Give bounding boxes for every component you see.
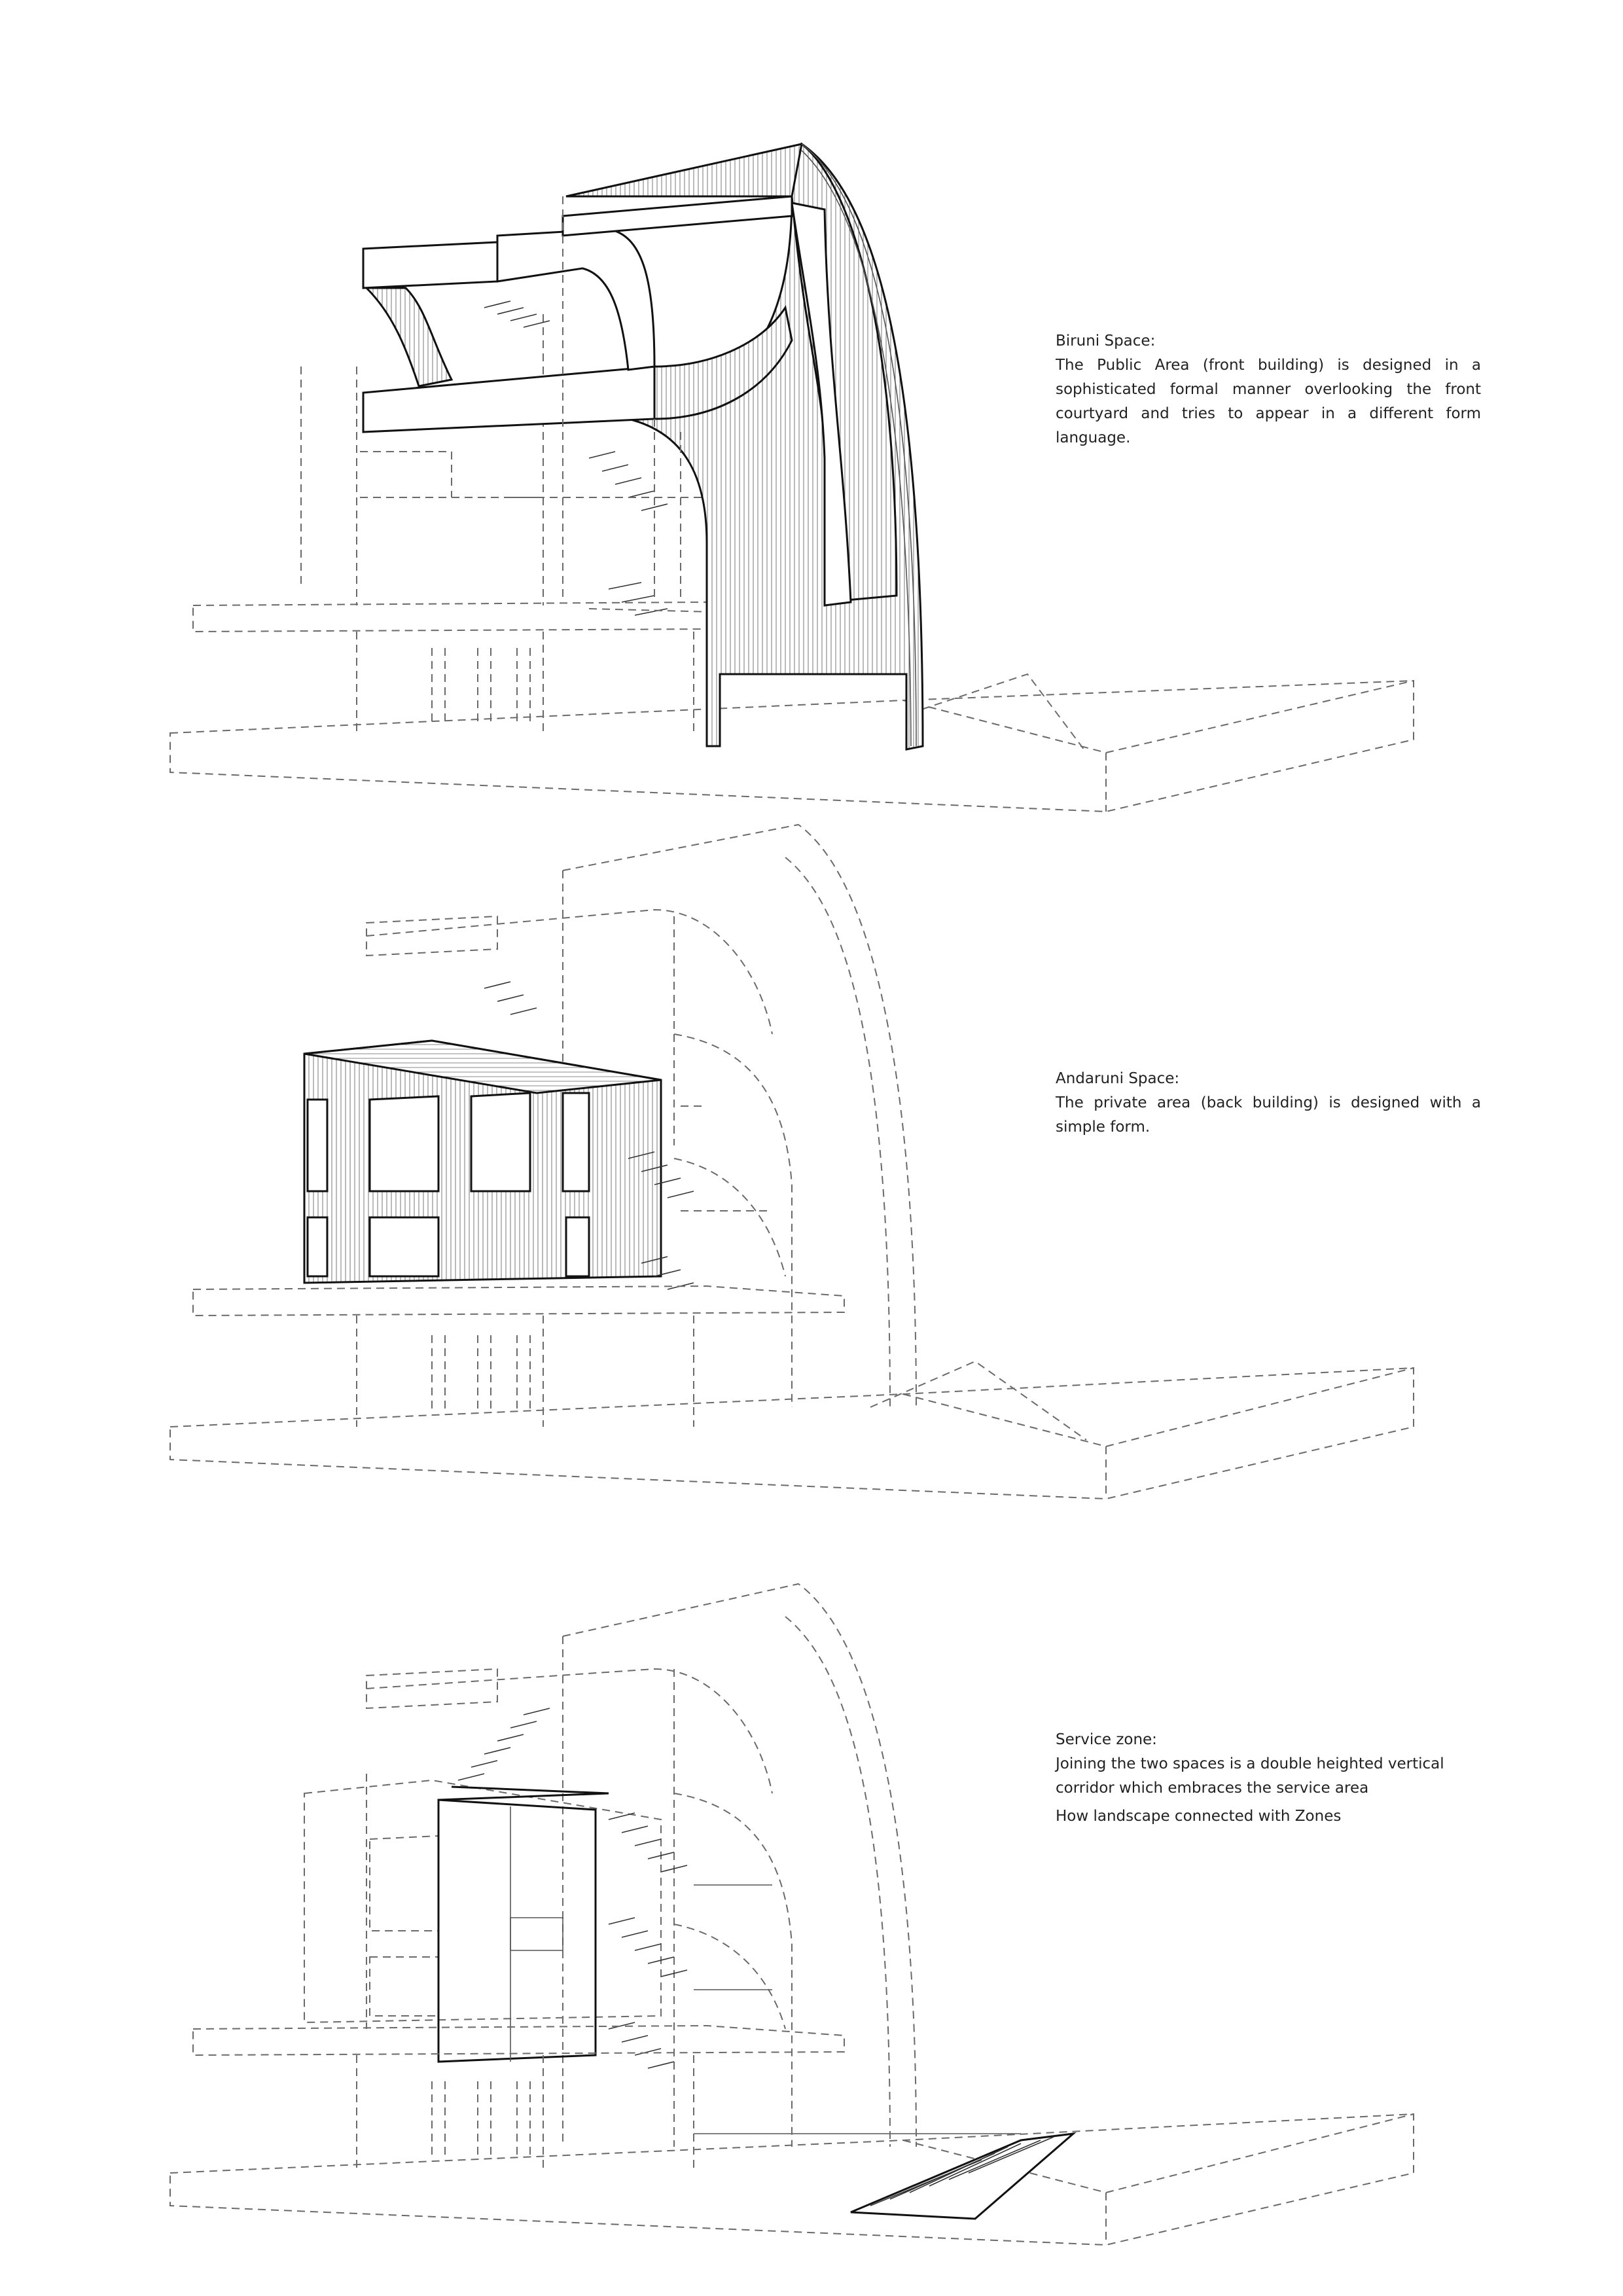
caption-title: Biruni Space: <box>1056 332 1156 350</box>
ground-floor-outline <box>193 2026 844 2173</box>
biruni-ghost-outline <box>366 1584 916 2147</box>
ground-floor-outline <box>193 1286 844 1427</box>
service-stairs <box>458 1708 772 2068</box>
panel-service-zone <box>0 1558 1623 2296</box>
andaruni-ghost-outline <box>304 1774 661 2029</box>
service-zone-axonometric-drawing <box>0 1558 1623 2296</box>
panel-biruni <box>0 0 1623 825</box>
site-base <box>170 674 1414 812</box>
caption-title: Andaruni Space: <box>1056 1070 1180 1087</box>
caption-body: The Public Area (front building) is designed in a sophisticated formal manner overlooking the front courtyard and tries to appear in a different form language. <box>1056 357 1481 446</box>
biruni-cantilever-slab <box>363 196 792 432</box>
service-core <box>438 1787 609 2062</box>
andaruni-axonometric-drawing <box>0 818 1623 1558</box>
caption-body: Joining the two spaces is a double heighted vertical corridor which embraces the service area <box>1056 1755 1444 1797</box>
panel-andaruni <box>0 818 1623 1558</box>
caption-title: Service zone: <box>1056 1731 1157 1748</box>
andaruni-frame <box>304 1041 661 1283</box>
caption-extra: How landscape connected with Zones <box>1056 1808 1342 1825</box>
caption-body: The private area (back building) is designed with a simple form. <box>1056 1094 1481 1136</box>
caption-biruni <box>1056 329 1481 450</box>
caption-service-zone <box>1056 1728 1481 1829</box>
caption-andaruni <box>1056 1067 1481 1139</box>
